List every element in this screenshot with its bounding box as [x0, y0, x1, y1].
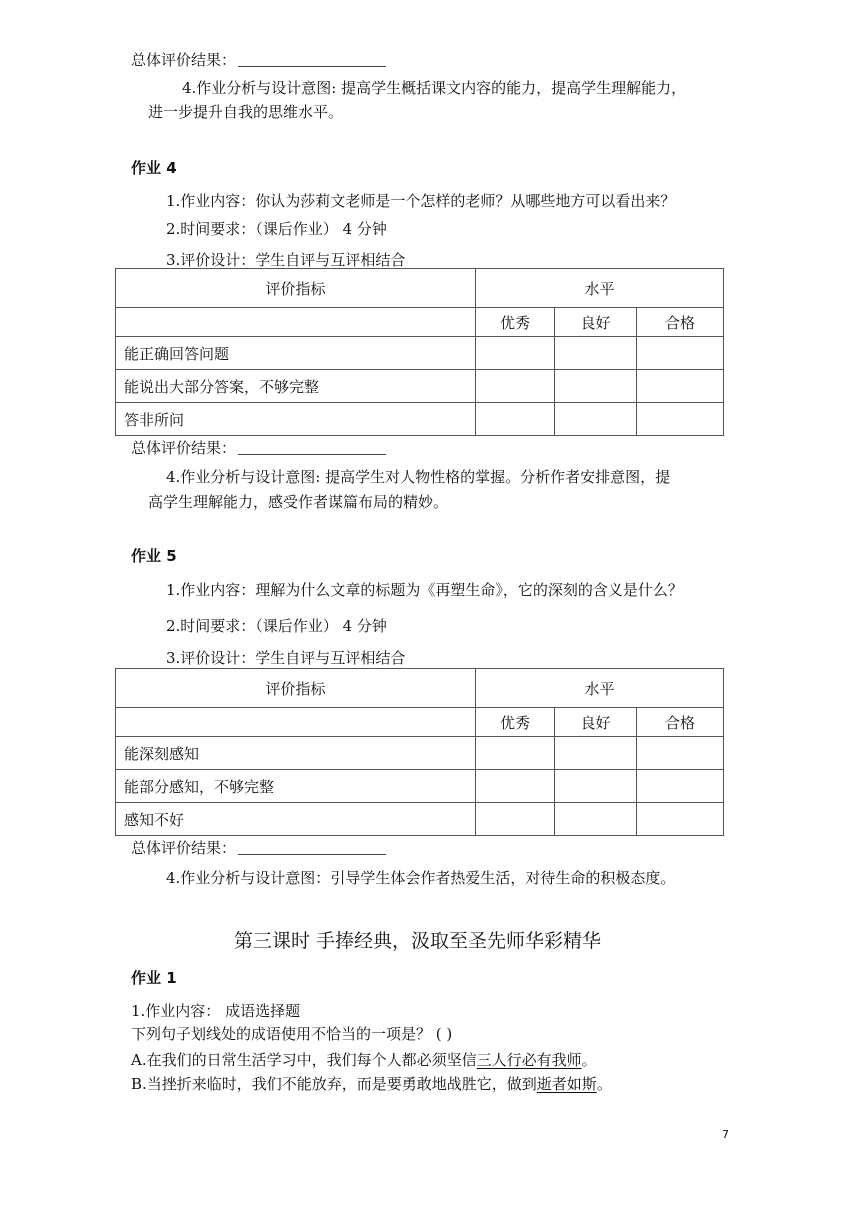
score-cell[interactable]	[637, 803, 724, 836]
score-cell[interactable]	[637, 403, 724, 436]
score-cell[interactable]	[555, 403, 637, 436]
option-a-text: A.在我们的日常生活学习中，我们每个人都必须坚信	[131, 1051, 477, 1069]
option-b-idiom: 逝者如斯	[536, 1075, 597, 1093]
score-cell[interactable]	[476, 770, 555, 803]
overall-result-line	[131, 838, 386, 858]
overall-result-blank	[238, 840, 386, 855]
homework-title: 作业 1	[131, 969, 177, 987]
empty-cell	[116, 708, 476, 737]
level-pass: 合格	[637, 308, 724, 337]
score-cell[interactable]	[476, 803, 555, 836]
option-b-end: 。	[596, 1075, 612, 1093]
score-cell[interactable]	[555, 737, 637, 770]
question-text: 下列句子划线处的成语使用不恰当的一项是？ ( )	[131, 1025, 453, 1043]
score-cell[interactable]	[476, 403, 555, 436]
homework-title: 作业 5	[131, 547, 177, 565]
option-a-end: 。	[581, 1051, 597, 1069]
level-good: 良好	[555, 308, 637, 337]
overall-result-line	[131, 438, 386, 458]
analysis-text-cont: 进一步提升自我的思维水平。	[148, 103, 344, 121]
header-indicator: 评价指标	[116, 269, 476, 308]
homework-content: 1.作业内容： 成语选择题	[131, 1002, 301, 1020]
level-good: 良好	[555, 708, 637, 737]
overall-result-blank	[238, 440, 386, 455]
option-a-idiom: 三人行必有我师	[476, 1051, 582, 1069]
evaluation-table	[115, 268, 724, 436]
score-cell[interactable]	[637, 337, 724, 370]
option-b-text: B.当挫折来临时，我们不能放弃，而是要勇敢地战胜它，做到	[131, 1075, 537, 1093]
option-a	[131, 1050, 597, 1070]
indicator-cell: 能正确回答问题	[116, 337, 476, 370]
analysis-text: 4.作业分析与设计意图：引导学生体会作者热爱生活，对待生命的积极态度。	[166, 869, 676, 887]
overall-result-label: 总体评价结果：	[131, 839, 237, 857]
overall-result-label: 总体评价结果：	[131, 439, 237, 457]
analysis-text: 4.作业分析与设计意图: 提高学生概括课文内容的能力，提高学生理解能力，	[182, 79, 687, 97]
time-requirement: 2.时间要求：（课后作业） 4 分钟	[166, 617, 387, 635]
homework-content: 1.作业内容：你认为莎莉文老师是一个怎样的老师？从哪些地方可以看出来？	[166, 192, 676, 210]
overall-result-line	[131, 50, 386, 70]
indicator-cell: 感知不好	[116, 803, 476, 836]
overall-result-blank	[238, 52, 386, 67]
score-cell[interactable]	[555, 337, 637, 370]
lesson-heading: 第三课时 手捧经典，汲取至圣先师华彩精华	[234, 930, 602, 952]
evaluation-design: 3.评价设计：学生自评与互评相结合	[166, 649, 406, 667]
score-cell[interactable]	[637, 737, 724, 770]
score-cell[interactable]	[637, 370, 724, 403]
score-cell[interactable]	[555, 370, 637, 403]
level-excellent: 优秀	[476, 708, 555, 737]
level-pass: 合格	[637, 708, 724, 737]
homework-title: 作业 4	[131, 159, 177, 177]
overall-result-label: 总体评价结果：	[131, 51, 237, 69]
evaluation-design: 3.评价设计：学生自评与互评相结合	[166, 251, 406, 269]
option-b	[131, 1074, 612, 1094]
analysis-text-cont: 高学生理解能力，感受作者谋篇布局的精妙。	[148, 493, 449, 511]
header-indicator: 评价指标	[116, 669, 476, 708]
indicator-cell: 答非所问	[116, 403, 476, 436]
header-level: 水平	[476, 669, 724, 708]
evaluation-table	[115, 668, 724, 836]
score-cell[interactable]	[555, 803, 637, 836]
header-level: 水平	[476, 269, 724, 308]
score-cell[interactable]	[476, 370, 555, 403]
time-requirement: 2.时间要求：（课后作业） 4 分钟	[166, 220, 387, 238]
score-cell[interactable]	[476, 737, 555, 770]
empty-cell	[116, 308, 476, 337]
score-cell[interactable]	[476, 337, 555, 370]
homework-content: 1.作业内容：理解为什么文章的标题为《再塑生命》，它的深刻的含义是什么？	[166, 581, 683, 599]
indicator-cell: 能深刻感知	[116, 737, 476, 770]
indicator-cell: 能部分感知，不够完整	[116, 770, 476, 803]
indicator-cell: 能说出大部分答案，不够完整	[116, 370, 476, 403]
score-cell[interactable]	[555, 770, 637, 803]
page-number: 7	[722, 1128, 729, 1141]
level-excellent: 优秀	[476, 308, 555, 337]
analysis-text: 4.作业分析与设计意图: 提高学生对人物性格的掌握。分析作者安排意图，提	[166, 468, 671, 486]
score-cell[interactable]	[637, 770, 724, 803]
